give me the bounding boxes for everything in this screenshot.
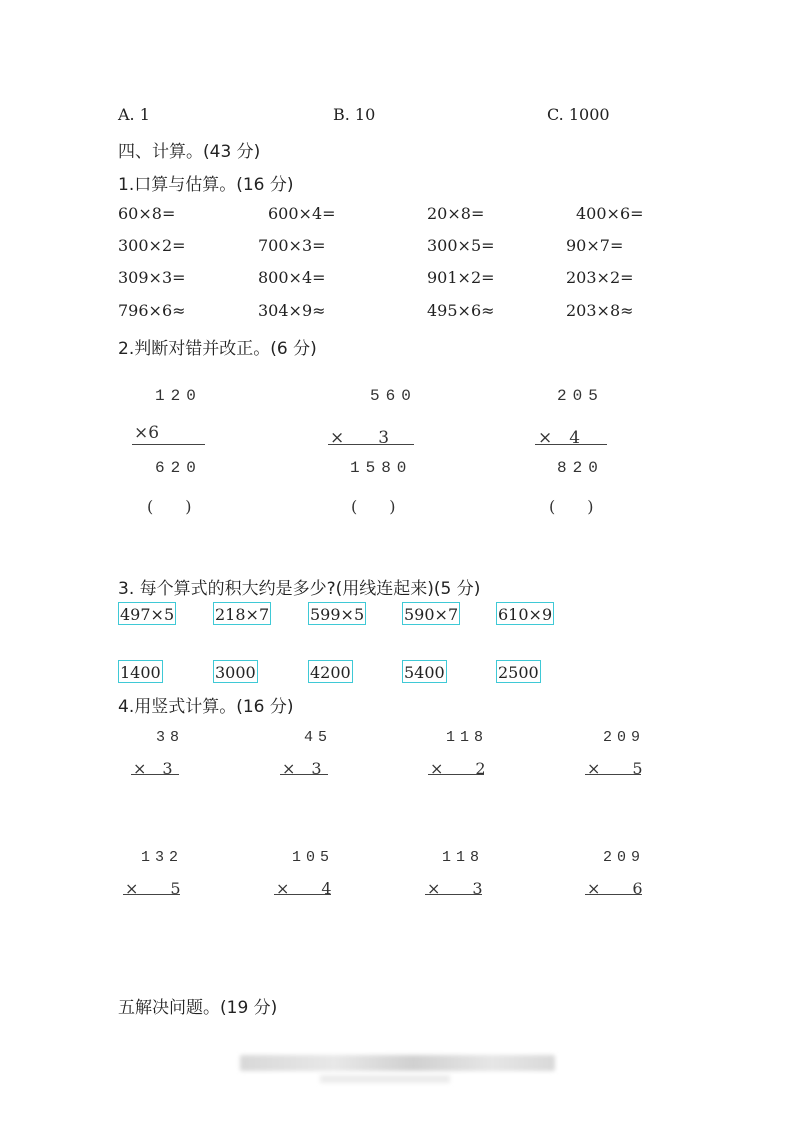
q4-r2-p2-rule bbox=[274, 894, 331, 895]
q1-title: 1.口算与估算。(16 分) bbox=[118, 175, 294, 195]
q3-expression-4[interactable]: 590×7 bbox=[402, 602, 460, 625]
q4-r2-p1-top: 132 bbox=[141, 849, 184, 866]
q2-p1-times: ×6 bbox=[134, 423, 160, 443]
q1-r3-c1: 309×3= bbox=[118, 268, 186, 287]
choice-c: C. 1000 bbox=[547, 105, 610, 124]
q4-r2-p1-times: × 5 bbox=[125, 879, 181, 898]
q1-r4-c3: 495×6≈ bbox=[427, 301, 495, 320]
q2-p2-rule bbox=[328, 444, 414, 445]
q1-r1-c4: 400×6= bbox=[576, 204, 644, 223]
q4-r2-p3-rule bbox=[425, 894, 482, 895]
q2-p2-result: 1580 bbox=[350, 459, 413, 477]
q1-r4-c2: 304×9≈ bbox=[258, 301, 326, 320]
q4-r2-p4-top: 209 bbox=[603, 849, 646, 866]
q4-r1-p3-top: 118 bbox=[446, 729, 489, 746]
q2-p1-blank[interactable]: ( ) bbox=[147, 497, 192, 516]
q3-answer-2[interactable]: 3000 bbox=[213, 660, 258, 683]
q4-r1-p1-top: 38 bbox=[156, 729, 185, 746]
q3-answer-3[interactable]: 4200 bbox=[308, 660, 353, 683]
q4-r1-p2-top: 45 bbox=[304, 729, 333, 746]
q4-r1-p2-times: × 3 bbox=[282, 759, 322, 778]
q4-r2-p2-top: 105 bbox=[292, 849, 335, 866]
q1-r1-c1: 60×8= bbox=[118, 204, 176, 223]
q3-answer-4[interactable]: 5400 bbox=[402, 660, 447, 683]
blurred-watermark bbox=[240, 1055, 555, 1071]
q1-r2-c4: 90×7= bbox=[566, 236, 624, 255]
q1-r1-c2: 600×4= bbox=[268, 204, 336, 223]
q4-r1-p4-rule bbox=[585, 774, 641, 775]
q2-p1-top: 120 bbox=[155, 387, 202, 405]
q4-r2-p4-rule bbox=[585, 894, 642, 895]
q4-r2-p1-rule bbox=[123, 894, 180, 895]
q4-r2-p4-times: × 6 bbox=[587, 879, 643, 898]
q4-r1-p3-rule bbox=[428, 774, 484, 775]
q4-r1-p4-times: × 5 bbox=[587, 759, 643, 778]
q3-answer-1[interactable]: 1400 bbox=[118, 660, 163, 683]
q4-r1-p2-rule bbox=[280, 774, 328, 775]
q2-p2-top: 560 bbox=[370, 387, 417, 405]
q4-r1-p1-times: × 3 bbox=[133, 759, 173, 778]
section4-title: 四、计算。(43 分) bbox=[118, 142, 261, 162]
q4-r1-p1-rule bbox=[131, 774, 179, 775]
choice-a: A. 1 bbox=[118, 105, 150, 124]
q2-title: 2.判断对错并改正。(6 分) bbox=[118, 339, 317, 359]
q2-p3-top: 205 bbox=[557, 387, 604, 405]
q1-r2-c1: 300×2= bbox=[118, 236, 186, 255]
q2-p2-times: × 3 bbox=[330, 428, 390, 448]
q1-r2-c2: 700×3= bbox=[258, 236, 326, 255]
q4-r1-p3-times: × 2 bbox=[430, 759, 486, 778]
q3-expression-1[interactable]: 497×5 bbox=[118, 602, 176, 625]
q4-r2-p3-top: 118 bbox=[442, 849, 485, 866]
q1-r3-c4: 203×2= bbox=[566, 268, 634, 287]
q3-answer-5[interactable]: 2500 bbox=[496, 660, 541, 683]
section5-title: 五解决问题。(19 分) bbox=[118, 998, 278, 1018]
q1-r3-c3: 901×2= bbox=[427, 268, 495, 287]
q4-r1-p4-top: 209 bbox=[603, 729, 646, 746]
q1-r4-c4: 203×8≈ bbox=[566, 301, 634, 320]
q2-p2-blank[interactable]: ( ) bbox=[351, 497, 396, 516]
q2-p3-blank[interactable]: ( ) bbox=[549, 497, 594, 516]
q4-r2-p2-times: × 4 bbox=[276, 879, 332, 898]
q1-r1-c3: 20×8= bbox=[427, 204, 485, 223]
choice-b: B. 10 bbox=[333, 105, 376, 124]
q1-r2-c3: 300×5= bbox=[427, 236, 495, 255]
q4-r2-p3-times: × 3 bbox=[427, 879, 483, 898]
q1-r3-c2: 800×4= bbox=[258, 268, 326, 287]
q2-p1-rule bbox=[132, 444, 205, 445]
q4-title: 4.用竖式计算。(16 分) bbox=[118, 697, 294, 717]
q2-p1-result: 620 bbox=[155, 459, 202, 477]
q3-expression-5[interactable]: 610×9 bbox=[496, 602, 554, 625]
q2-p3-result: 820 bbox=[557, 459, 604, 477]
q2-p3-times: × 4 bbox=[538, 428, 581, 448]
q3-expression-3[interactable]: 599×5 bbox=[308, 602, 366, 625]
q2-p3-rule bbox=[535, 444, 607, 445]
blurred-watermark-sub bbox=[320, 1075, 450, 1083]
q3-expression-2[interactable]: 218×7 bbox=[213, 602, 271, 625]
q3-title: 3. 每个算式的积大约是多少?(用线连起来)(5 分) bbox=[118, 579, 481, 599]
q1-r4-c1: 796×6≈ bbox=[118, 301, 186, 320]
